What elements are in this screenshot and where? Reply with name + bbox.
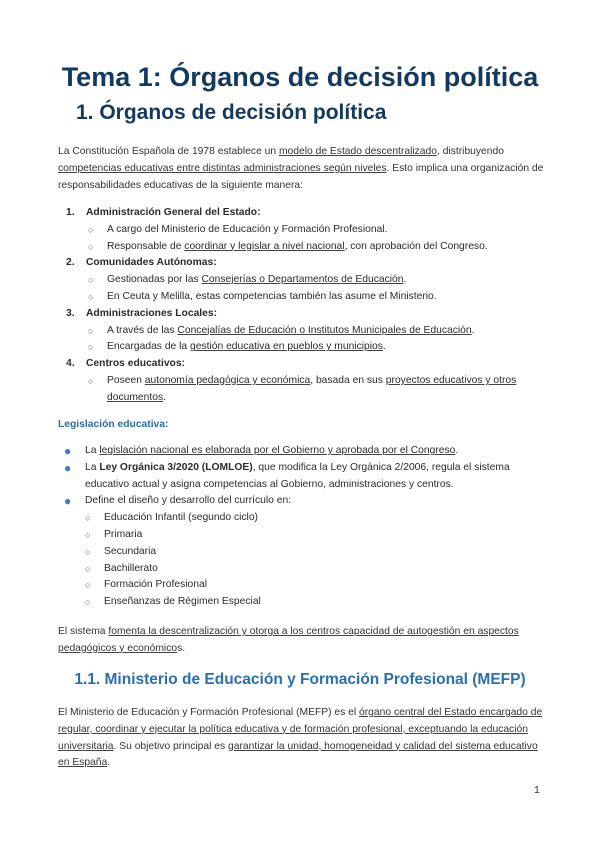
sub-item: ○ Responsable de coordinar y legislar a nivel nacional, con aprobación del Congreso. xyxy=(66,239,546,256)
sub-item: ○ Enseñanzas de Régimen Especial xyxy=(64,594,546,611)
sub-item: ○ A cargo del Ministerio de Educación y Formación Profesional. xyxy=(66,222,546,239)
list-item xyxy=(66,255,546,305)
circle-bullet-icon: ○ xyxy=(85,513,91,524)
item-heading: Comunidades Autónomas: xyxy=(86,257,217,269)
sub-item: ○ Bachillerato xyxy=(64,561,546,578)
bullet-icon: ● xyxy=(64,494,72,509)
sub-item: ○ A través de las Concejalías de Educación o Institutos Municipales de Educación. xyxy=(66,323,546,340)
subsection-heading: 1.1. Ministerio de Educación y Formación Profesional (MEFP) xyxy=(74,671,526,688)
circle-bullet-icon: ○ xyxy=(88,325,94,336)
circle-bullet-icon: ○ xyxy=(85,597,91,608)
item-heading: Administraciones Locales: xyxy=(86,307,218,319)
circle-bullet-icon: ○ xyxy=(88,275,94,286)
list-item: ● La Ley Orgánica 3/2020 (LOMLOE), que modifica la Ley Orgánica 2/2006, regula el sistema educativo actual y asigna competencias al Gobierno, administraciones y centros. xyxy=(64,460,546,494)
circle-bullet-icon: ○ xyxy=(88,224,94,235)
item-number: 3. xyxy=(66,307,75,319)
sub-item: ○ Educación Infantil (segundo ciclo) xyxy=(64,510,546,527)
item-heading: Administración General del Estado: xyxy=(86,207,261,218)
item-number: 4. xyxy=(66,358,75,370)
section-heading: 1. Órganos de decisión política xyxy=(76,101,387,124)
circle-bullet-icon: ○ xyxy=(85,580,91,591)
list-item xyxy=(66,356,546,406)
closing-paragraph: El sistema fomenta la descentralización y otorga a los centros capacidad de autogestión en aspectos pedagógicos y económicos. xyxy=(58,626,519,654)
item-heading: Centros educativos: xyxy=(86,358,185,370)
item-number: 2. xyxy=(66,257,75,269)
page-number: 1 xyxy=(534,784,540,796)
document-title: Tema 1: Órganos de decisión política xyxy=(61,62,539,92)
intro-underline: competencias educativas entre distintas administraciones según niveles xyxy=(58,162,387,174)
legislation-label: Legislación educativa: xyxy=(58,419,169,430)
sub-item: ○ Primaria xyxy=(64,527,546,544)
intro-text: . Esto implica una organización de responsabilidades educativas de la siguiente manera: xyxy=(58,162,544,191)
intro-text: , distribuyendo xyxy=(436,146,504,157)
sub-item: ○ En Ceuta y Melilla, estas competencias también las asume el Ministerio. xyxy=(66,289,546,306)
intro-paragraph xyxy=(58,144,546,194)
circle-bullet-icon: ○ xyxy=(85,563,91,574)
list-item: ● Define el diseño y desarrollo del currículo en: xyxy=(64,494,292,509)
sub-item: ○ Encargadas de la gestión educativa en pueblos y municipios. xyxy=(66,339,546,356)
circle-bullet-icon: ○ xyxy=(88,291,94,302)
sub-item: ○ Poseen autonomía pedagógica y económica, basada en sus proyectos educativos y otros documentos. xyxy=(66,373,546,407)
sub-item: ○ Gestionadas por las Consejerías o Departamentos de Educación. xyxy=(66,272,546,289)
intro-underline: modelo de Estado descentralizado xyxy=(278,146,437,157)
sub-item: ○ Formación Profesional xyxy=(64,577,546,594)
sub-item: ○ Secundaria xyxy=(64,544,546,561)
circle-bullet-icon: ○ xyxy=(85,529,91,540)
administration-list xyxy=(66,205,546,407)
mefp-paragraph: El Ministerio de Educación y Formación Profesional (MEFP) es el órgano central del Estado encargado de regular, coordinar y ejecutar la política educativa y de formación profesional, exceptuando la educación universitaria. Su objetivo principal es garantizar la unidad, homogeneidad y calidad del sistema educativo en España. xyxy=(58,707,543,769)
circle-bullet-icon: ○ xyxy=(88,342,94,353)
list-item xyxy=(66,306,546,356)
circle-bullet-icon: ○ xyxy=(85,546,91,557)
bullet-icon: ● xyxy=(64,444,72,458)
circle-bullet-icon: ○ xyxy=(88,375,94,386)
list-item: ● La legislación nacional es elaborada por el Gobierno y aprobada por el Congreso. xyxy=(64,444,459,458)
intro-text: La Constitución Española de 1978 establece un xyxy=(58,146,279,157)
legislation-list xyxy=(64,443,546,611)
circle-bullet-icon: ○ xyxy=(88,241,94,252)
item-number: 1. xyxy=(66,207,75,218)
list-item xyxy=(66,205,546,255)
bullet-icon: ● xyxy=(64,460,72,475)
